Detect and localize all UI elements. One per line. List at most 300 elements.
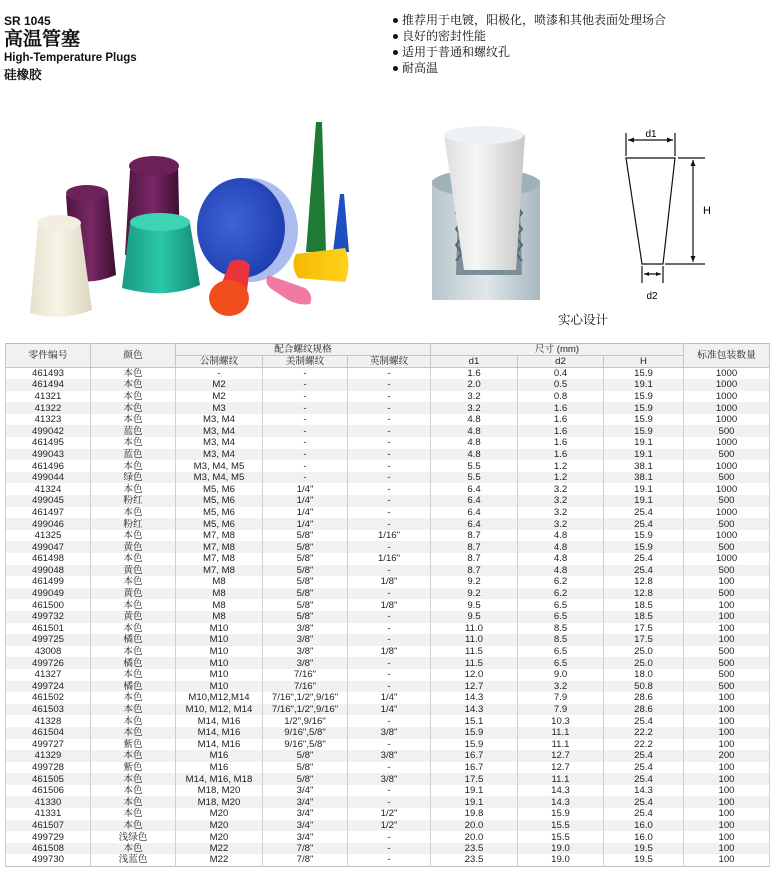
table-row xyxy=(6,553,770,565)
cell-d2: 1.6 xyxy=(518,449,604,461)
cell-uk-thread: - xyxy=(348,739,431,751)
cell-d2: 4.8 xyxy=(518,565,604,577)
cell-d1: 19.1 xyxy=(431,796,518,808)
cell-pack-qty: 1000 xyxy=(684,379,770,391)
table-row xyxy=(6,831,770,843)
table-row xyxy=(6,449,770,461)
cell-us-thread: - xyxy=(263,437,348,449)
table-row xyxy=(6,565,770,577)
cell-part-no: 461498 xyxy=(6,553,91,565)
cell-metric-thread: M5, M6 xyxy=(176,507,263,519)
cell-color: 本色 xyxy=(91,599,176,611)
cell-uk-thread: - xyxy=(348,623,431,635)
cell-pack-qty: 200 xyxy=(684,750,770,762)
cell-metric-thread: M3, M4 xyxy=(176,449,263,461)
table-row xyxy=(6,669,770,681)
table-row xyxy=(6,599,770,611)
cell-us-thread: 5/8" xyxy=(263,553,348,565)
cell-color: 橘色 xyxy=(91,657,176,669)
cell-part-no: 41322 xyxy=(6,402,91,414)
cell-metric-thread: M20 xyxy=(176,831,263,843)
cell-metric-thread: M3, M4, M5 xyxy=(176,472,263,484)
cell-d1: 8.7 xyxy=(431,565,518,577)
table-row xyxy=(6,739,770,751)
col-uk: 英制螺纹 xyxy=(348,356,431,368)
cell-d2: 8.5 xyxy=(518,634,604,646)
spec-table xyxy=(5,343,770,867)
cell-uk-thread: - xyxy=(348,483,431,495)
cell-us-thread: 5/8" xyxy=(263,576,348,588)
cell-uk-thread: - xyxy=(348,472,431,484)
cell-color: 橘色 xyxy=(91,681,176,693)
cell-color: 本色 xyxy=(91,785,176,797)
cell-uk-thread: - xyxy=(348,785,431,797)
cell-metric-thread: M22 xyxy=(176,843,263,855)
cell-h: 25.4 xyxy=(604,507,684,519)
cell-pack-qty: 1000 xyxy=(684,414,770,426)
dimension-diagram xyxy=(615,128,725,303)
cell-d1: 15.9 xyxy=(431,727,518,739)
cell-h: 25.4 xyxy=(604,773,684,785)
cell-h: 15.9 xyxy=(604,530,684,542)
table-row xyxy=(6,704,770,716)
cell-h: 18.0 xyxy=(604,669,684,681)
cell-d2: 6.2 xyxy=(518,576,604,588)
cell-part-no: 41329 xyxy=(6,750,91,762)
cell-color: 本色 xyxy=(91,669,176,681)
cell-metric-thread: M7, M8 xyxy=(176,541,263,553)
cell-uk-thread: 1/8" xyxy=(348,599,431,611)
cell-pack-qty: 500 xyxy=(684,425,770,437)
cell-d2: 3.2 xyxy=(518,495,604,507)
table-row xyxy=(6,634,770,646)
table-row xyxy=(6,611,770,623)
header-row-1 xyxy=(6,344,770,356)
cell-d2: 6.2 xyxy=(518,588,604,600)
cell-part-no: 41324 xyxy=(6,483,91,495)
cell-uk-thread: - xyxy=(348,437,431,449)
cell-pack-qty: 100 xyxy=(684,739,770,751)
cell-d1: 11.5 xyxy=(431,657,518,669)
cell-part-no: 499048 xyxy=(6,565,91,577)
cell-pack-qty: 1000 xyxy=(684,460,770,472)
cell-metric-thread: M20 xyxy=(176,820,263,832)
label-d1: d1 xyxy=(645,129,657,140)
cell-d1: 19.8 xyxy=(431,808,518,820)
cell-color: 橘色 xyxy=(91,634,176,646)
cell-d1: 20.0 xyxy=(431,820,518,832)
cell-us-thread: 7/16" xyxy=(263,669,348,681)
cell-d2: 19.0 xyxy=(518,843,604,855)
cell-pack-qty: 1000 xyxy=(684,507,770,519)
cell-metric-thread: M16 xyxy=(176,762,263,774)
cell-d2: 1.6 xyxy=(518,437,604,449)
cell-color: 本色 xyxy=(91,796,176,808)
cell-part-no: 461500 xyxy=(6,599,91,611)
cell-h: 25.0 xyxy=(604,657,684,669)
cell-d1: 6.4 xyxy=(431,495,518,507)
col-metric: 公制螺纹 xyxy=(176,356,263,368)
cell-metric-thread: M8 xyxy=(176,576,263,588)
cell-pack-qty: 100 xyxy=(684,692,770,704)
table-row xyxy=(6,773,770,785)
cell-part-no: 461508 xyxy=(6,843,91,855)
table-row xyxy=(6,379,770,391)
cell-d1: 12.7 xyxy=(431,681,518,693)
table-row xyxy=(6,854,770,866)
cell-d2: 11.1 xyxy=(518,727,604,739)
table-row xyxy=(6,541,770,553)
cell-pack-qty: 1000 xyxy=(684,483,770,495)
cell-h: 25.0 xyxy=(604,646,684,658)
cell-h: 15.9 xyxy=(604,368,684,380)
table-row xyxy=(6,681,770,693)
cell-us-thread: - xyxy=(263,472,348,484)
cell-metric-thread: M5, M6 xyxy=(176,495,263,507)
cell-h: 16.0 xyxy=(604,820,684,832)
cell-part-no: 461502 xyxy=(6,692,91,704)
cell-h: 15.9 xyxy=(604,425,684,437)
table-row xyxy=(6,437,770,449)
cell-d1: 3.2 xyxy=(431,402,518,414)
cell-uk-thread: - xyxy=(348,657,431,669)
cell-d2: 11.1 xyxy=(518,739,604,751)
cell-part-no: 461494 xyxy=(6,379,91,391)
cell-part-no: 41321 xyxy=(6,391,91,403)
cell-metric-thread: M10 xyxy=(176,646,263,658)
cell-us-thread: - xyxy=(263,425,348,437)
cell-pack-qty: 100 xyxy=(684,854,770,866)
cell-d2: 14.3 xyxy=(518,796,604,808)
cell-d2: 6.5 xyxy=(518,599,604,611)
col-us: 美制螺纹 xyxy=(263,356,348,368)
cell-d1: 17.5 xyxy=(431,773,518,785)
cell-pack-qty: 500 xyxy=(684,495,770,507)
cell-uk-thread: - xyxy=(348,518,431,530)
cell-d1: 19.1 xyxy=(431,785,518,797)
cell-metric-thread: M8 xyxy=(176,588,263,600)
cell-h: 17.5 xyxy=(604,623,684,635)
cell-metric-thread: M7, M8 xyxy=(176,565,263,577)
cell-color: 本色 xyxy=(91,368,176,380)
cell-us-thread: 1/4" xyxy=(263,483,348,495)
col-d1: d1 xyxy=(431,356,518,368)
col-qty: 标准包装数量 xyxy=(684,344,770,368)
cell-d2: 15.5 xyxy=(518,831,604,843)
cell-d1: 14.3 xyxy=(431,704,518,716)
cell-uk-thread: - xyxy=(348,669,431,681)
cell-us-thread: 7/8" xyxy=(263,843,348,855)
cell-d1: 16.7 xyxy=(431,750,518,762)
cell-d1: 23.5 xyxy=(431,854,518,866)
table-row xyxy=(6,414,770,426)
cell-metric-thread: M3 xyxy=(176,402,263,414)
cell-metric-thread: M3, M4, M5 xyxy=(176,460,263,472)
cell-metric-thread: M10 xyxy=(176,634,263,646)
table-row xyxy=(6,762,770,774)
cell-d2: 1.6 xyxy=(518,402,604,414)
cell-us-thread: 3/4" xyxy=(263,820,348,832)
cell-us-thread: 7/16",1/2",9/16" xyxy=(263,692,348,704)
col-h: H xyxy=(604,356,684,368)
cell-part-no: 499728 xyxy=(6,762,91,774)
cell-us-thread: 9/16",5/8" xyxy=(263,727,348,739)
cell-color: 本色 xyxy=(91,379,176,391)
cell-d2: 8.5 xyxy=(518,623,604,635)
cell-d2: 12.7 xyxy=(518,750,604,762)
cell-d2: 0.8 xyxy=(518,391,604,403)
cell-d2: 12.7 xyxy=(518,762,604,774)
cell-color: 紫色 xyxy=(91,762,176,774)
product-title-en: High-Temperature Plugs xyxy=(4,52,137,64)
cell-metric-thread: M2 xyxy=(176,391,263,403)
cell-color: 浅蓝色 xyxy=(91,854,176,866)
table-row xyxy=(6,518,770,530)
cell-pack-qty: 500 xyxy=(684,657,770,669)
cell-part-no: 461493 xyxy=(6,368,91,380)
cell-d2: 1.6 xyxy=(518,414,604,426)
cell-h: 15.9 xyxy=(604,402,684,414)
cell-color: 本色 xyxy=(91,391,176,403)
cell-d2: 11.1 xyxy=(518,773,604,785)
product-title-cn: 高温管塞 xyxy=(4,28,81,50)
cell-part-no: 499730 xyxy=(6,854,91,866)
cell-us-thread: - xyxy=(263,449,348,461)
cell-pack-qty: 100 xyxy=(684,796,770,808)
cell-pack-qty: 500 xyxy=(684,669,770,681)
cell-d2: 3.2 xyxy=(518,507,604,519)
table-row xyxy=(6,796,770,808)
cell-color: 本色 xyxy=(91,576,176,588)
cell-d2: 4.8 xyxy=(518,553,604,565)
cell-d1: 5.5 xyxy=(431,472,518,484)
cell-us-thread: 3/4" xyxy=(263,796,348,808)
cell-d1: 8.7 xyxy=(431,541,518,553)
feature-item: 适用于普通和螺纹孔 xyxy=(392,44,666,60)
cell-metric-thread: M5, M6 xyxy=(176,483,263,495)
cell-us-thread: 7/16",1/2",9/16" xyxy=(263,704,348,716)
cell-uk-thread: 1/4" xyxy=(348,704,431,716)
table-row xyxy=(6,588,770,600)
cell-h: 19.5 xyxy=(604,843,684,855)
cell-color: 本色 xyxy=(91,414,176,426)
table-row xyxy=(6,727,770,739)
cell-d1: 11.0 xyxy=(431,623,518,635)
cell-color: 黄色 xyxy=(91,541,176,553)
cell-color: 本色 xyxy=(91,808,176,820)
cell-d2: 0.5 xyxy=(518,379,604,391)
cell-color: 本色 xyxy=(91,692,176,704)
cell-h: 22.2 xyxy=(604,739,684,751)
cell-d1: 4.8 xyxy=(431,437,518,449)
cell-pack-qty: 100 xyxy=(684,762,770,774)
cell-d2: 0.4 xyxy=(518,368,604,380)
cell-uk-thread: - xyxy=(348,541,431,553)
cell-part-no: 499727 xyxy=(6,739,91,751)
cell-pack-qty: 500 xyxy=(684,449,770,461)
cell-part-no: 499725 xyxy=(6,634,91,646)
cell-metric-thread: M3, M4 xyxy=(176,414,263,426)
cell-us-thread: 7/16" xyxy=(263,681,348,693)
label-d2: d2 xyxy=(646,291,658,302)
cell-metric-thread: M10, M12, M14 xyxy=(176,704,263,716)
cell-color: 本色 xyxy=(91,402,176,414)
table-row xyxy=(6,402,770,414)
cell-uk-thread: - xyxy=(348,831,431,843)
cell-color: 本色 xyxy=(91,727,176,739)
cell-us-thread: 3/8" xyxy=(263,646,348,658)
cell-d1: 14.3 xyxy=(431,692,518,704)
cell-metric-thread: M14, M16 xyxy=(176,715,263,727)
cell-part-no: 41323 xyxy=(6,414,91,426)
cell-part-no: 499047 xyxy=(6,541,91,553)
cell-uk-thread: 1/8" xyxy=(348,576,431,588)
cell-metric-thread: M20 xyxy=(176,808,263,820)
cell-part-no: 461499 xyxy=(6,576,91,588)
cell-pack-qty: 500 xyxy=(684,472,770,484)
cell-pack-qty: 100 xyxy=(684,831,770,843)
col-part-no: 零件编号 xyxy=(6,344,91,368)
cell-us-thread: 1/2",9/16" xyxy=(263,715,348,727)
cell-part-no: 41328 xyxy=(6,715,91,727)
cell-pack-qty: 500 xyxy=(684,681,770,693)
cell-us-thread: - xyxy=(263,414,348,426)
cell-h: 15.9 xyxy=(604,391,684,403)
cell-color: 本色 xyxy=(91,507,176,519)
cell-color: 本色 xyxy=(91,704,176,716)
cell-uk-thread: - xyxy=(348,368,431,380)
table-row xyxy=(6,507,770,519)
feature-item: 耐高温 xyxy=(392,60,666,76)
cell-uk-thread: - xyxy=(348,565,431,577)
cell-h: 19.1 xyxy=(604,379,684,391)
cell-us-thread: - xyxy=(263,368,348,380)
cell-d1: 8.7 xyxy=(431,530,518,542)
cell-d1: 9.5 xyxy=(431,599,518,611)
cell-color: 本色 xyxy=(91,483,176,495)
cell-h: 22.2 xyxy=(604,727,684,739)
cell-h: 25.4 xyxy=(604,750,684,762)
cell-h: 25.4 xyxy=(604,518,684,530)
cell-part-no: 461507 xyxy=(6,820,91,832)
cell-d1: 8.7 xyxy=(431,553,518,565)
cell-us-thread: 1/4" xyxy=(263,518,348,530)
cell-metric-thread: M8 xyxy=(176,611,263,623)
cell-uk-thread: - xyxy=(348,402,431,414)
cell-d1: 4.8 xyxy=(431,449,518,461)
cell-us-thread: 3/8" xyxy=(263,657,348,669)
cell-d1: 4.8 xyxy=(431,414,518,426)
cell-d2: 4.8 xyxy=(518,541,604,553)
cell-metric-thread: M2 xyxy=(176,379,263,391)
cell-us-thread: 5/8" xyxy=(263,773,348,785)
cell-uk-thread: 3/8" xyxy=(348,750,431,762)
cell-pack-qty: 1000 xyxy=(684,530,770,542)
cell-d1: 11.5 xyxy=(431,646,518,658)
col-group-size: 尺寸 (mm) xyxy=(431,344,684,356)
cell-d2: 6.5 xyxy=(518,646,604,658)
cell-d1: 1.6 xyxy=(431,368,518,380)
cell-us-thread: 5/8" xyxy=(263,611,348,623)
cell-us-thread: 5/8" xyxy=(263,588,348,600)
cell-h: 28.6 xyxy=(604,704,684,716)
cell-color: 本色 xyxy=(91,437,176,449)
table-row xyxy=(6,843,770,855)
cell-uk-thread: 1/16" xyxy=(348,530,431,542)
cell-pack-qty: 100 xyxy=(684,820,770,832)
cell-metric-thread: M10 xyxy=(176,669,263,681)
cell-color: 本色 xyxy=(91,820,176,832)
cell-h: 15.9 xyxy=(604,541,684,553)
cell-part-no: 461505 xyxy=(6,773,91,785)
product-material: 硅橡胶 xyxy=(4,67,42,82)
cell-d1: 5.5 xyxy=(431,460,518,472)
cell-metric-thread: M7, M8 xyxy=(176,530,263,542)
feature-item: 良好的密封性能 xyxy=(392,28,666,44)
cell-d1: 4.8 xyxy=(431,425,518,437)
cell-uk-thread: - xyxy=(348,495,431,507)
table-row xyxy=(6,495,770,507)
cell-uk-thread: 1/2" xyxy=(348,808,431,820)
col-d2: d2 xyxy=(518,356,604,368)
cell-d2: 6.5 xyxy=(518,657,604,669)
cell-us-thread: 7/8" xyxy=(263,854,348,866)
cell-us-thread: - xyxy=(263,379,348,391)
cell-us-thread: 5/8" xyxy=(263,762,348,774)
table-row xyxy=(6,692,770,704)
cell-h: 25.4 xyxy=(604,553,684,565)
cell-uk-thread: - xyxy=(348,391,431,403)
cell-uk-thread: - xyxy=(348,379,431,391)
cell-d2: 4.8 xyxy=(518,530,604,542)
table-row xyxy=(6,646,770,658)
cell-uk-thread: - xyxy=(348,681,431,693)
table-row xyxy=(6,820,770,832)
cell-color: 本色 xyxy=(91,623,176,635)
cell-metric-thread: M3, M4 xyxy=(176,425,263,437)
cell-part-no: 499043 xyxy=(6,449,91,461)
cell-d1: 11.0 xyxy=(431,634,518,646)
table-row xyxy=(6,425,770,437)
cell-part-no: 499046 xyxy=(6,518,91,530)
cell-pack-qty: 1000 xyxy=(684,437,770,449)
col-color: 颜色 xyxy=(91,344,176,368)
cell-pack-qty: 1000 xyxy=(684,368,770,380)
cell-uk-thread: 1/8" xyxy=(348,646,431,658)
cell-color: 本色 xyxy=(91,530,176,542)
cell-us-thread: 3/8" xyxy=(263,623,348,635)
feature-list xyxy=(392,12,666,76)
cell-metric-thread: M22 xyxy=(176,854,263,866)
cell-part-no: 461506 xyxy=(6,785,91,797)
cell-pack-qty: 500 xyxy=(684,588,770,600)
cell-metric-thread: M18, M20 xyxy=(176,785,263,797)
cell-h: 19.5 xyxy=(604,854,684,866)
cell-us-thread: 5/8" xyxy=(263,599,348,611)
cell-color: 浅绿色 xyxy=(91,831,176,843)
cell-d2: 19.0 xyxy=(518,854,604,866)
cell-pack-qty: 100 xyxy=(684,611,770,623)
cell-pack-qty: 100 xyxy=(684,715,770,727)
cell-us-thread: 5/8" xyxy=(263,541,348,553)
cell-d2: 9.0 xyxy=(518,669,604,681)
table-row xyxy=(6,472,770,484)
cell-uk-thread: - xyxy=(348,414,431,426)
cell-h: 19.1 xyxy=(604,483,684,495)
cell-us-thread: 5/8" xyxy=(263,530,348,542)
table-row xyxy=(6,530,770,542)
cell-part-no: 499045 xyxy=(6,495,91,507)
